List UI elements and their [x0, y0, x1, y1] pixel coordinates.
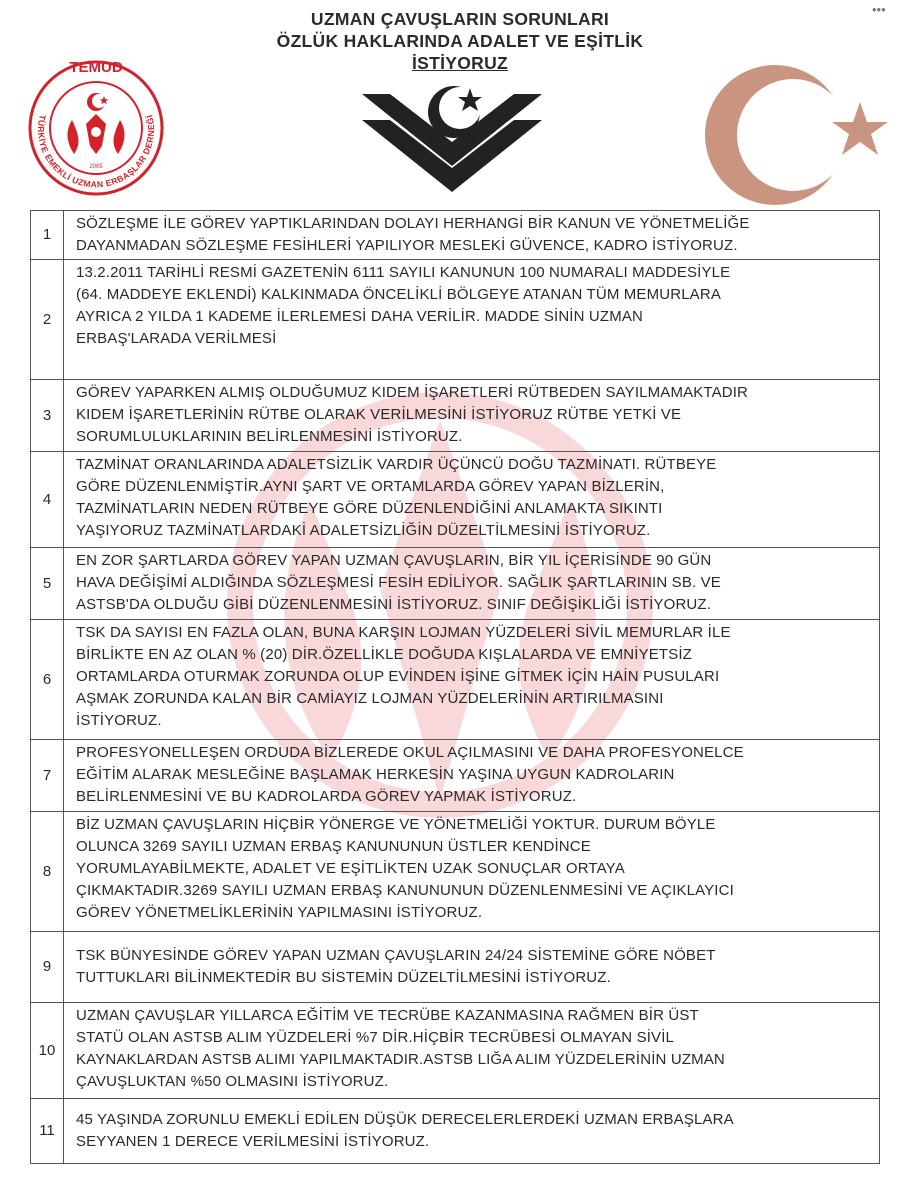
row-text-line: TAZMİNATLARIN NEDEN RÜTBEYE GÖRE DÜZENLENDİĞİNİ ANLAMAKTA SIKINTI: [76, 500, 663, 517]
row-text-line: KAYNAKLARDAN ASTSB ALIMI YAPILMAKTADIR.ASTSB LIĞA ALIM YÜZDELERİNİN UZMAN: [76, 1051, 725, 1068]
row-text: [64, 740, 880, 812]
row-text-line: OLUNCA 3269 SAYILI UZMAN ERBAŞ KANUNUNUN ÜSTLER KENDİNCE: [76, 838, 591, 855]
row-text-line: BELİRLENMESİNİ VE BU KADROLARDA GÖREV YAPMAK İSTİYORUZ.: [76, 788, 577, 805]
row-text: [64, 380, 880, 452]
row-text: [64, 1099, 880, 1164]
row-text-line: STATÜ OLAN ASTSB ALIM YÜZDELERİ %7 DİR.HİÇBİR TECRÜBESİ OLMAYAN SİVİL: [76, 1029, 675, 1046]
row-text: [64, 452, 880, 548]
row-text-line: BİRLİKTE EN AZ OLAN % (20) DİR.ÖZELLİKLE DOĞUDA KIŞLALARDA VE EMNİYETSİZ: [76, 646, 692, 663]
row-number: 9: [31, 932, 64, 1003]
table-row: [31, 548, 880, 620]
row-number: 8: [31, 812, 64, 932]
row-text-line: 45 YAŞINDA ZORUNLU EMEKLİ EDİLEN DÜŞÜK DERECELERLERDEKİ UZMAN ERBAŞLARA: [76, 1111, 734, 1128]
row-number: 7: [31, 740, 64, 812]
row-number: 5: [31, 548, 64, 620]
page-header: [0, 0, 898, 205]
row-text-line: ASTSB'DA OLDUĞU GİBİ DÜZENLENMESİNİ İSTİYORUZ. SINIF DEĞİŞİKLİĞİ İSTİYORUZ.: [76, 596, 712, 613]
row-text-line: ERBAŞ'LARADA VERİLMESİ: [76, 330, 277, 347]
row-text-line: GÖRE DÜZENLENMİŞTİR.AYNI ŞART VE ORTAMLARDA GÖREV YAPAN BİZLERİN,: [76, 478, 665, 495]
row-text-line: TSK BÜNYESİNDE GÖREV YAPAN UZMAN ÇAVUŞLARIN 24/24 SİSTEMİNE GÖRE NÖBET: [76, 947, 716, 964]
row-text: [64, 260, 880, 380]
row-text-line: SÖZLEŞME İLE GÖREV YAPTIKLARINDAN DOLAYI HERHANGİ BİR KANUN VE YÖNETMELİĞE: [76, 215, 750, 232]
row-text: [64, 620, 880, 740]
table-row: [31, 740, 880, 812]
row-text-line: ÇAVUŞLUKTAN %50 OLMASINI İSTİYORUZ.: [76, 1073, 389, 1090]
title-line-3: İSTİYORUZ: [411, 53, 509, 73]
row-text-line: GÖREV YAPARKEN ALMIŞ OLDUĞUMUZ KIDEM İŞARETLERİ RÜTBEDEN SAYILMAMAKTADIR: [76, 384, 749, 401]
logo-top-text: TEMUD: [69, 59, 123, 76]
row-text-line: ÇIKMAKTADIR.3269 SAYILI UZMAN ERBAŞ KANUNUNUN DÜZENLENMESİNİ VE AÇIKLAYICI: [76, 882, 734, 899]
logo-ring-text: TÜRKİYE EMEKLİ UZMAN ERBAŞLAR DERNEĞİ: [35, 113, 157, 190]
table-row: [31, 812, 880, 932]
table-row: [31, 932, 880, 1003]
row-text-line: BİZ UZMAN ÇAVUŞLARIN HİÇBİR YÖNERGE VE YÖNETMELİĞİ YOKTUR. DURUM BÖYLE: [76, 816, 716, 833]
row-text-line: YAŞIYORUZ TAZMİNATLARDAKİ ADALETSİZLİĞİN DÜZELTİLMESİNİ İSTİYORUZ.: [76, 522, 651, 539]
row-text-line: ORTAMLARDA OTURMAK ZORUNDA OLUP EVİNDEN İŞİNE GİTMEK İÇİN HAİN PUSULARI: [76, 668, 720, 685]
row-text-line: (64. MADDEYE EKLENDİ) KALKINMADA ÖNCELİKLİ BÖLGEYE ATANAN TÜM MEMURLARA: [76, 286, 721, 303]
row-number: 2: [31, 260, 64, 380]
row-text-line: TAZMİNAT ORANLARINDA ADALETSİZLİK VARDIR ÜÇÜNCÜ DOĞU TAZMİNATI. RÜTBEYE: [76, 456, 717, 473]
page-title: [250, 8, 670, 74]
title-line-1: UZMAN ÇAVUŞLARIN SORUNLARI: [310, 9, 610, 29]
row-text-line: TSK DA SAYISI EN FAZLA OLAN, BUNA KARŞIN LOJMAN YÜZDELERİ SİVİL MEMURLAR İLE: [76, 624, 731, 641]
row-text: [64, 211, 880, 260]
row-number: 11: [31, 1099, 64, 1164]
table-row: [31, 620, 880, 740]
row-text-line: TUTTUKLARI BİLİNMEKTEDİR BU SİSTEMİN DÜZELTİLMESİNİ İSTİYORUZ.: [76, 969, 611, 986]
row-text-line: 13.2.2011 TARİHLİ RESMİ GAZETENİN 6111 SAYILI KANUNUN 100 NUMARALI MADDESİYLE: [76, 264, 731, 281]
demands-table: [30, 210, 880, 1164]
row-text-line: SORUMLULUKLARININ BELİRLENMESİNİ İSTİYORUZ.: [76, 428, 463, 445]
row-text-line: HAVA DEĞİŞİMİ ALDIĞINDA SÖZLEŞMESİ FESİH EDİLİYOR. SAĞLIK ŞARTLARININ SB. VE: [76, 574, 721, 591]
row-text-line: EĞİTİM ALARAK MESLEĞİNE BAŞLAMAK HERKESİN YAŞINA UYGUN KADROLARIN: [76, 766, 675, 783]
table-row: [31, 211, 880, 260]
crescent-star-icon: [700, 60, 890, 210]
ellipsis-icon[interactable]: •••: [872, 2, 886, 17]
row-text-line: AYRICA 2 YILDA 1 KADEME İLERLEMESİ DAHA VERİLİR. MADDE SİNİN UZMAN: [76, 308, 644, 325]
table-row: [31, 1003, 880, 1099]
row-number: 3: [31, 380, 64, 452]
row-text: [64, 932, 880, 1003]
row-text-line: YORUMLAYABİLMEKTE, ADALET VE EŞİTLİKTEN UZAK SONUÇLAR ORTAYA: [76, 860, 625, 877]
table-row: [31, 1099, 880, 1164]
row-text-line: KIDEM İŞARETLERİNİN RÜTBE OLARAK VERİLMESİNİ İSTİYORUZ RÜTBE YETKİ VE: [76, 406, 682, 423]
table-row: [31, 452, 880, 548]
row-text-line: EN ZOR ŞARTLARDA GÖREV YAPAN UZMAN ÇAVUŞLARIN, BİR YIL İÇERİSİNDE 90 GÜN: [76, 552, 712, 569]
temud-logo: [22, 50, 170, 198]
title-line-2: ÖZLÜK HAKLARINDA ADALET VE EŞİTLİK: [276, 31, 644, 51]
svg-text:2005: 2005: [89, 164, 103, 170]
row-number: 6: [31, 620, 64, 740]
row-text-line: GÖREV YÖNETMELİKLERİNİN YAPILMASINI İSTİYORUZ.: [76, 904, 483, 921]
row-number: 1: [31, 211, 64, 260]
rank-insignia-icon: [362, 82, 542, 192]
table-row: [31, 380, 880, 452]
row-text: [64, 812, 880, 932]
row-text-line: SEYYANEN 1 DERECE VERİLMESİNİ İSTİYORUZ.: [76, 1133, 430, 1150]
row-text: [64, 548, 880, 620]
row-text-line: AŞMAK ZORUNDA KALAN BİR CAMİAYIZ LOJMAN YÜZDELERİNİN ARTIRILMASINI: [76, 690, 664, 707]
row-number: 10: [31, 1003, 64, 1099]
row-text: [64, 1003, 880, 1099]
row-text-line: PROFESYONELLEŞEN ORDUDA BİZLEREDE OKUL AÇILMASINI VE DAHA PROFESYONELCE: [76, 744, 744, 761]
table-row: [31, 260, 880, 380]
row-text-line: UZMAN ÇAVUŞLAR YILLARCA EĞİTİM VE TECRÜBE KAZANMASINA RAĞMEN BİR ÜST: [76, 1007, 699, 1024]
row-number: 4: [31, 452, 64, 548]
row-text-line: DAYANMADAN SÖZLEŞME FESİHLERİ YAPILIYOR MESLEKİ GÜVENCE, KADRO İSTİYORUZ.: [76, 237, 738, 254]
row-text-line: İSTİYORUZ.: [76, 712, 162, 729]
